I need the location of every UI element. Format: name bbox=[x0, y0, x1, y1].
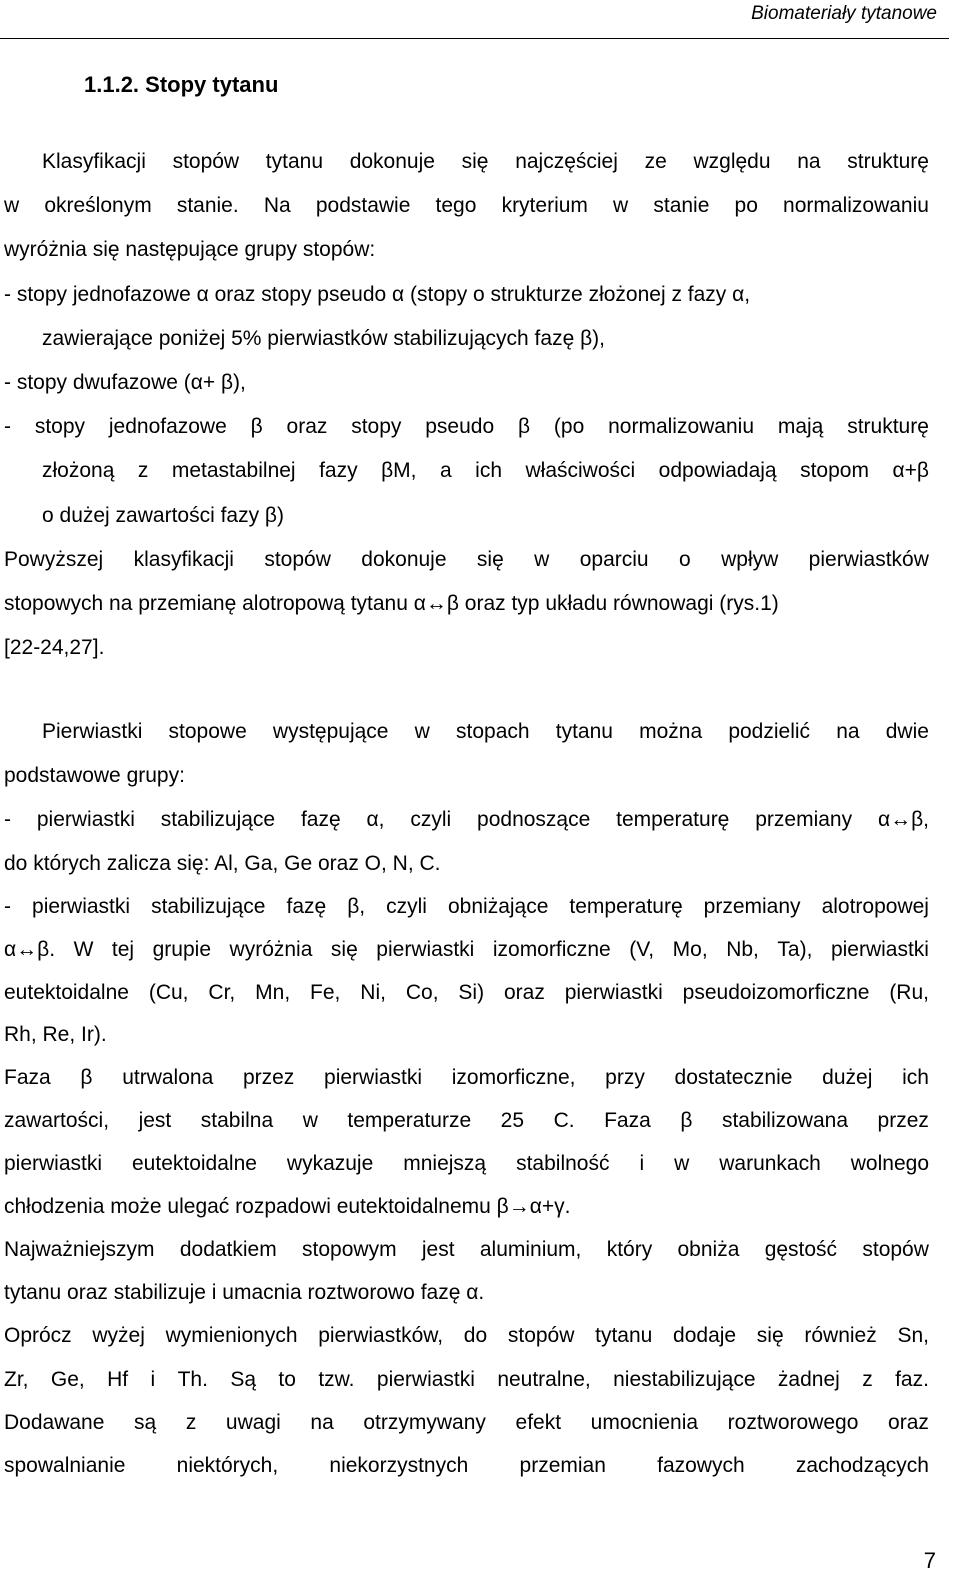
word: zachodzących bbox=[795, 1454, 929, 1477]
word: dużej bbox=[822, 1066, 873, 1089]
word: Fe, bbox=[310, 981, 341, 1004]
word: przez bbox=[242, 1066, 295, 1089]
word: dodaje bbox=[673, 1324, 737, 1347]
word: się bbox=[330, 938, 358, 961]
text-line bbox=[4, 1366, 929, 1394]
list-item-line bbox=[4, 413, 929, 441]
word: tytanu bbox=[595, 1324, 653, 1347]
word: warunkach bbox=[719, 1152, 821, 1175]
list-item-line: zawierające poniżej 5% pierwiastków stabilizujących fazę β), bbox=[42, 327, 605, 350]
word: fazy bbox=[319, 459, 358, 482]
word: przy bbox=[605, 1066, 645, 1089]
word: eutektoidalne bbox=[4, 981, 129, 1004]
word: temperaturę bbox=[616, 808, 730, 831]
word: efekt bbox=[515, 1411, 562, 1434]
word: gęstość bbox=[764, 1238, 838, 1261]
word: tego bbox=[435, 194, 477, 217]
word: normalizowaniu bbox=[608, 415, 754, 438]
word: tzw. bbox=[318, 1368, 355, 1391]
word: Powyższej bbox=[4, 548, 104, 571]
word: dodatkiem bbox=[179, 1238, 277, 1261]
word: Najważniejszym bbox=[4, 1238, 155, 1261]
word: β bbox=[517, 415, 531, 438]
word: się bbox=[476, 548, 504, 571]
word: niestabilizujące bbox=[613, 1368, 756, 1391]
word: metastabilnej bbox=[171, 459, 296, 482]
word: Na bbox=[263, 194, 291, 217]
text-line: podstawowe grupy: bbox=[4, 764, 185, 787]
word: występujące bbox=[272, 720, 389, 743]
word: Cr, bbox=[208, 981, 236, 1004]
word: mają bbox=[777, 415, 824, 438]
word: Ni, bbox=[360, 981, 386, 1004]
word: izomorficzne, bbox=[451, 1066, 576, 1089]
word: można bbox=[639, 720, 703, 743]
text-line bbox=[42, 718, 929, 746]
word: alotropowej bbox=[821, 895, 929, 918]
text-line bbox=[4, 1064, 929, 1092]
word: stopowym bbox=[302, 1238, 397, 1261]
word: strukturę bbox=[847, 150, 929, 173]
word: po bbox=[734, 194, 758, 217]
list-item-line bbox=[4, 979, 929, 1007]
word: temperaturę bbox=[569, 895, 683, 918]
word: stopów bbox=[172, 150, 240, 173]
word: na bbox=[836, 720, 860, 743]
word: przemian bbox=[519, 1454, 606, 1477]
word: Hf bbox=[107, 1368, 129, 1391]
word: z bbox=[185, 1411, 197, 1434]
word: pierwiastki bbox=[4, 1152, 103, 1175]
text-line bbox=[4, 1452, 929, 1480]
word: (Cu, bbox=[148, 981, 189, 1004]
word: β, bbox=[347, 895, 366, 918]
word: fazę bbox=[286, 895, 327, 918]
word: oraz bbox=[286, 415, 328, 438]
word: Th. bbox=[177, 1368, 208, 1391]
word: W bbox=[73, 938, 94, 961]
word: i bbox=[639, 1152, 645, 1175]
word: podnoszące bbox=[477, 808, 591, 831]
word: otrzymywany bbox=[363, 1411, 486, 1434]
word: żadnej bbox=[777, 1368, 840, 1391]
word: neutralne, bbox=[497, 1368, 591, 1391]
list-item-line: - stopy dwufazowe (α+ β), bbox=[4, 371, 246, 394]
word: wyżej bbox=[92, 1324, 145, 1347]
word: stopów bbox=[264, 548, 331, 571]
word: dokonuje bbox=[361, 548, 447, 571]
word: 25 bbox=[500, 1109, 525, 1132]
word: α+β bbox=[892, 459, 929, 482]
word: Ta), bbox=[777, 938, 813, 961]
word: Nb, bbox=[726, 938, 759, 961]
word: wyróżnia bbox=[229, 938, 313, 961]
word: Ge, bbox=[50, 1368, 85, 1391]
word: α, bbox=[366, 808, 385, 831]
word: niektórych, bbox=[176, 1454, 279, 1477]
list-item-line bbox=[4, 806, 929, 834]
word: faz. bbox=[895, 1368, 929, 1391]
word: odpowiadają bbox=[658, 459, 777, 482]
word: Dodawane bbox=[4, 1411, 105, 1434]
word: przez bbox=[877, 1109, 929, 1132]
word: klasyfikacji bbox=[133, 548, 234, 571]
word: β bbox=[680, 1109, 693, 1132]
list-item-line bbox=[4, 893, 929, 921]
word: podstawie bbox=[315, 194, 411, 217]
running-header bbox=[0, 0, 949, 39]
text-line bbox=[4, 1107, 929, 1135]
text-line: wyróżnia się następujące grupy stopów: bbox=[4, 238, 376, 261]
word: najczęściej bbox=[515, 150, 618, 173]
word: przemiany bbox=[755, 808, 853, 831]
word: grupie bbox=[152, 938, 212, 961]
section-heading: 1.1.2. Stopy tytanu bbox=[84, 72, 279, 97]
word: z bbox=[862, 1368, 873, 1391]
word: uwagi bbox=[225, 1411, 281, 1434]
text-line: tytanu oraz stabilizuje i umacnia roztworowo fazę α. bbox=[4, 1281, 485, 1304]
word: (Ru, bbox=[889, 981, 929, 1004]
word: stopach bbox=[456, 720, 530, 743]
word: na bbox=[797, 150, 821, 173]
word: stopowe bbox=[168, 720, 247, 743]
word: stopom bbox=[800, 459, 869, 482]
word: dwie bbox=[885, 720, 929, 743]
word: strukturę bbox=[847, 415, 929, 438]
word: są bbox=[134, 1411, 157, 1434]
word: oparciu bbox=[579, 548, 649, 571]
word: ich bbox=[902, 1066, 929, 1089]
word: się bbox=[461, 150, 489, 173]
word: w bbox=[534, 548, 550, 571]
word: stopy bbox=[351, 415, 402, 438]
text-line bbox=[42, 148, 929, 176]
word: który bbox=[606, 1238, 653, 1261]
list-item-line: - stopy jednofazowe α oraz stopy pseudo α (stopy o strukturze złożonej z fazy α, bbox=[4, 283, 751, 306]
word: również bbox=[804, 1324, 877, 1347]
word: spowalnianie bbox=[4, 1454, 126, 1477]
text-line bbox=[4, 192, 929, 220]
word: temperaturze bbox=[347, 1109, 472, 1132]
word: - bbox=[4, 895, 11, 918]
word: kryterium bbox=[501, 194, 588, 217]
word: Faza bbox=[4, 1066, 51, 1089]
word: to bbox=[278, 1368, 296, 1391]
word: w bbox=[613, 194, 629, 217]
word: Mo, bbox=[672, 938, 708, 961]
word: tytanu bbox=[555, 720, 613, 743]
word: w bbox=[414, 720, 430, 743]
word: podzielić bbox=[728, 720, 811, 743]
word: stabilizowana bbox=[721, 1109, 849, 1132]
word: jest bbox=[138, 1109, 172, 1132]
word: stabilna bbox=[200, 1109, 274, 1132]
word: normalizowaniu bbox=[783, 194, 929, 217]
word: pierwiastki bbox=[564, 981, 663, 1004]
word: czyli bbox=[410, 808, 452, 831]
word: tytanu bbox=[265, 150, 324, 173]
word: Są bbox=[230, 1368, 257, 1391]
word: o bbox=[679, 548, 691, 571]
word: (V, bbox=[629, 938, 655, 961]
word: oraz bbox=[888, 1411, 929, 1434]
word: (po bbox=[553, 415, 585, 438]
word: α↔β. bbox=[4, 938, 56, 961]
list-item-line bbox=[42, 457, 929, 485]
word: wykazuje bbox=[286, 1152, 374, 1175]
word: wolnego bbox=[850, 1152, 929, 1175]
word: stopy bbox=[34, 415, 86, 438]
word: Oprócz bbox=[4, 1324, 72, 1347]
word: βM, bbox=[381, 459, 417, 482]
word: fazę bbox=[300, 808, 341, 831]
word: ze bbox=[644, 150, 667, 173]
word: Zr, bbox=[4, 1368, 29, 1391]
word: przemiany bbox=[703, 895, 801, 918]
word: stabilizujące bbox=[151, 895, 266, 918]
word: aluminium, bbox=[479, 1238, 582, 1261]
word: względu bbox=[693, 150, 771, 173]
word: w bbox=[4, 194, 20, 217]
text-line bbox=[4, 1150, 929, 1178]
word: pseudoizomorficzne bbox=[682, 981, 870, 1004]
word: Pierwiastki bbox=[42, 720, 143, 743]
word: dokonuje bbox=[349, 150, 435, 173]
word: zawartości, bbox=[4, 1109, 110, 1132]
word: pierwiastki bbox=[376, 1368, 475, 1391]
text-line: [22-24,27]. bbox=[4, 636, 105, 659]
word: ich bbox=[475, 459, 503, 482]
word: stabilność bbox=[516, 1152, 610, 1175]
word: stopów bbox=[507, 1324, 575, 1347]
word: pierwiastków, bbox=[318, 1324, 444, 1347]
word: jest bbox=[421, 1238, 455, 1261]
word: na bbox=[310, 1411, 334, 1434]
text-line bbox=[4, 1409, 929, 1437]
word: pierwiastki bbox=[32, 895, 131, 918]
text-line: chłodzenia może ulegać rozpadowi eutektoidalnemu β→α+γ. bbox=[4, 1195, 571, 1218]
list-item-line: do których zalicza się: Al, Ga, Ge oraz O, N, C. bbox=[4, 852, 441, 875]
word: - bbox=[4, 415, 11, 438]
word: - bbox=[4, 808, 11, 831]
word: w bbox=[674, 1152, 690, 1175]
word: stanie. bbox=[176, 194, 239, 217]
word: Sn, bbox=[897, 1324, 929, 1347]
word: roztworowego bbox=[727, 1411, 859, 1434]
word: mniejszą bbox=[403, 1152, 487, 1175]
page-number: 7 bbox=[923, 1548, 936, 1573]
word: stanie bbox=[653, 194, 710, 217]
word: fazowych bbox=[657, 1454, 745, 1477]
word: Si) bbox=[458, 981, 485, 1004]
word: Co, bbox=[405, 981, 439, 1004]
word: niekorzystnych bbox=[329, 1454, 469, 1477]
word: eutektoidalne bbox=[132, 1152, 257, 1175]
word: a bbox=[439, 459, 452, 482]
word: pierwiastki bbox=[324, 1066, 423, 1089]
word: obniża bbox=[677, 1238, 740, 1261]
word: jednofazowe bbox=[108, 415, 227, 438]
word: w bbox=[302, 1109, 318, 1132]
word: α↔β, bbox=[877, 808, 929, 831]
word: złożoną bbox=[42, 459, 115, 482]
word: umocnienia bbox=[590, 1411, 699, 1434]
text-line bbox=[4, 1236, 929, 1264]
word: wymienionych bbox=[165, 1324, 298, 1347]
word: utrwalona bbox=[122, 1066, 214, 1089]
text-line: stopowych na przemianę alotropową tytanu α↔β oraz typ układu równowagi (rys.1) bbox=[4, 592, 779, 615]
word: wpływ bbox=[721, 548, 779, 571]
list-item-line: o dużej zawartości fazy β) bbox=[42, 504, 285, 527]
word: pierwiastki bbox=[376, 938, 475, 961]
list-item-line: Rh, Re, Ir). bbox=[4, 1023, 107, 1046]
word: określonym bbox=[44, 194, 152, 217]
word: się bbox=[756, 1324, 784, 1347]
word: oraz bbox=[503, 981, 545, 1004]
word: tej bbox=[111, 938, 135, 961]
word: pierwiastki bbox=[36, 808, 135, 831]
running-title: Biomateriały tytanowe bbox=[751, 3, 937, 24]
word: stabilizujące bbox=[160, 808, 276, 831]
list-item-line bbox=[4, 936, 929, 964]
word: do bbox=[463, 1324, 488, 1347]
word: Mn, bbox=[255, 981, 291, 1004]
word: izomorficzne bbox=[492, 938, 611, 961]
word: pierwiastki bbox=[830, 938, 929, 961]
word: pseudo bbox=[425, 415, 495, 438]
word: Faza bbox=[604, 1109, 651, 1132]
word: i bbox=[150, 1368, 156, 1391]
word: właściwości bbox=[525, 459, 636, 482]
word: dostatecznie bbox=[674, 1066, 793, 1089]
word: czyli bbox=[386, 895, 427, 918]
word: z bbox=[137, 459, 149, 482]
text-line bbox=[4, 546, 929, 574]
word: β bbox=[250, 415, 263, 438]
word: Klasyfikacji bbox=[42, 150, 146, 173]
word: pierwiastków bbox=[808, 548, 929, 571]
word: stopów bbox=[862, 1238, 929, 1261]
word: obniżające bbox=[448, 895, 549, 918]
text-line bbox=[4, 1322, 929, 1350]
word: β bbox=[80, 1066, 93, 1089]
word: C. bbox=[553, 1109, 575, 1132]
